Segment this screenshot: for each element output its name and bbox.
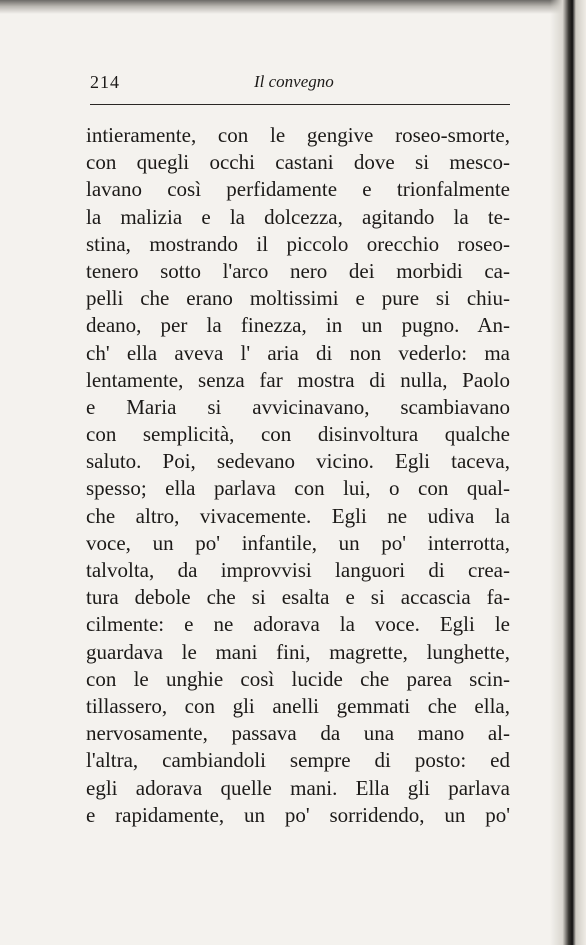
text-line: voce, un po' infantile, un po' interrotta, [86,530,510,555]
text-line: con semplicità, con disinvoltura qualche [86,422,510,447]
text-line: tillassero, con gli anelli gemmati che ella, [86,693,510,718]
text-line: intieramente, con le gengive roseo-smorte, [86,123,510,147]
text-line: spesso; ella parlava con lui, o con qual- [86,476,510,501]
text-line: guardava le mani fini, magrette, lunghette, [86,639,510,664]
text-line: ch' ella aveva l' aria di non vederlo: ma [86,340,510,365]
text-line: la malizia e la dolcezza, agitando la te- [86,204,510,229]
text-line: nervosamente, passava da una mano al- [86,721,510,746]
text-line: con le unghie così lucide che parea scin- [86,666,510,691]
text-line: talvolta, da improvvisi languori di crea- [86,558,510,582]
text-line: stina, mostrando il piccolo orecchio roseo- [86,231,510,256]
text-line: e Maria si avvicinavano, scambiavano [86,394,510,419]
page-header [90,66,510,96]
text-line: cilmente: e ne adorava la voce. Egli le [86,612,510,637]
text-line: egli adorava quelle mani. Ella gli parlava [86,775,510,800]
text-line: lavano così perfidamente e trionfalmente [86,177,510,202]
book-binding-edge [550,0,586,945]
page-top-shadow [0,0,586,14]
body-text [86,122,510,829]
running-title: Il convegno [254,72,334,91]
text-line: con quegli occhi castani dove si mesco- [86,150,510,175]
text-line: tura debole che si esalta e si accascia fa- [86,585,510,610]
page-number: 214 [90,72,120,92]
header-rule [90,104,510,105]
text-line: saluto. Poi, sedevano vicino. Egli taceva, [86,449,510,474]
text-line: deano, per la finezza, in un pugno. An- [86,313,510,338]
text-line: tenero sotto l'arco nero dei morbidi ca- [86,258,510,283]
text-line: che altro, vivacemente. Egli ne udiva la [86,503,510,528]
text-line: e rapidamente, un po' sorridendo, un po' [86,802,510,827]
text-line: l'altra, cambiandoli sempre di posto: ed [86,748,510,773]
text-line: lentamente, senza far mostra di nulla, Paolo [86,367,510,392]
text-line: pelli che erano moltissimi e pure si chiu- [86,286,510,311]
